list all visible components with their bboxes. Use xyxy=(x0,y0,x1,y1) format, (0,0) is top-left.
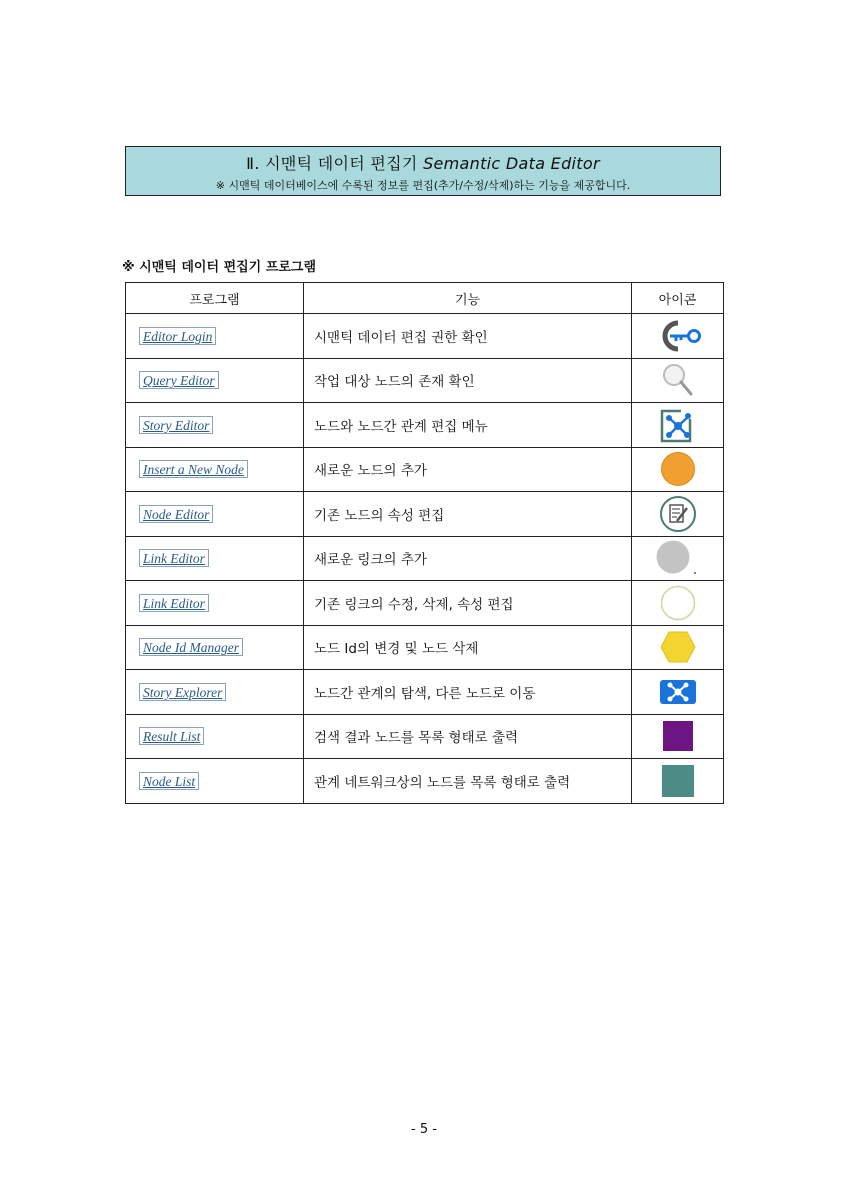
page-number: - 5 - xyxy=(411,1122,437,1137)
page-subtitle: ※ 시맨틱 데이터베이스에 수록된 정보를 편집(추가/수정/삭제)하는 기능을 제공합니다. xyxy=(215,179,631,192)
program-link-story-editor[interactable]: Story Editor xyxy=(139,416,213,434)
program-link-insert-new-node[interactable]: Insert a New Node xyxy=(139,460,248,478)
function-cell: 새로운 노드의 추가 xyxy=(304,447,632,492)
key-icon xyxy=(654,317,702,355)
program-link-link-editor-new[interactable]: Link Editor xyxy=(139,549,209,567)
function-cell: 노드간 관계의 탐색, 다른 노드로 이동 xyxy=(304,670,632,715)
table-row xyxy=(126,358,724,403)
table-row xyxy=(126,714,724,759)
function-cell: 검색 결과 노드를 목록 형태로 출력 xyxy=(304,714,632,759)
table-row xyxy=(126,447,724,492)
program-link-editor-login[interactable]: Editor Login xyxy=(139,327,216,345)
table-row xyxy=(126,403,724,448)
program-link-node-id-manager[interactable]: Node Id Manager xyxy=(139,638,243,656)
program-link-story-explorer[interactable]: Story Explorer xyxy=(139,683,226,701)
function-cell: 작업 대상 노드의 존재 확인 xyxy=(304,358,632,403)
program-link-query-editor[interactable]: Query Editor xyxy=(139,371,219,389)
header-icon: 아이콘 xyxy=(632,283,724,314)
page-title xyxy=(126,151,720,174)
function-cell: 기존 링크의 수정, 삭제, 속성 편집 xyxy=(304,581,632,626)
orange-circle-icon xyxy=(659,450,697,488)
program-link-node-list[interactable]: Node List xyxy=(139,772,199,790)
purple-square-icon xyxy=(661,719,695,753)
gray-circle-icon xyxy=(655,539,701,577)
program-link-link-editor-existing[interactable]: Link Editor xyxy=(139,594,209,612)
function-cell: 관계 네트워크상의 노드를 목록 형태로 출력 xyxy=(304,759,632,804)
table-row xyxy=(126,759,724,804)
table-row xyxy=(126,625,724,670)
header-program: 프로그램 xyxy=(126,283,304,314)
function-cell: 기존 노드의 속성 편집 xyxy=(304,492,632,537)
title-korean: 시맨틱 데이터 편집기 xyxy=(265,154,418,173)
function-cell: 새로운 링크의 추가 xyxy=(304,536,632,581)
network-explore-icon xyxy=(659,677,697,707)
network-edit-icon xyxy=(659,406,697,444)
title-english: Semantic Data Editor xyxy=(423,154,600,173)
title-box xyxy=(125,146,721,196)
function-cell: 노드와 노드간 관계 편집 메뉴 xyxy=(304,403,632,448)
program-link-node-editor[interactable]: Node Editor xyxy=(139,505,213,523)
title-numeral: Ⅱ. xyxy=(246,154,260,173)
magnifier-icon xyxy=(659,361,697,399)
table-row xyxy=(126,314,724,359)
program-link-result-list[interactable]: Result List xyxy=(139,727,204,745)
section-heading: ※ 시맨틱 데이터 편집기 프로그램 xyxy=(122,260,316,275)
function-cell: 시맨틱 데이터 편집 권한 확인 xyxy=(304,314,632,359)
yellow-hexagon-icon xyxy=(659,628,697,666)
table-row xyxy=(126,536,724,581)
edit-note-icon xyxy=(659,495,697,533)
outline-circle-icon xyxy=(659,584,697,622)
table-row xyxy=(126,581,724,626)
header-function: 기능 xyxy=(304,283,632,314)
table-row xyxy=(126,492,724,537)
program-table xyxy=(125,282,724,804)
table-header-row xyxy=(126,283,724,314)
table-row xyxy=(126,670,724,715)
teal-square-icon xyxy=(660,763,696,799)
function-cell: 노드 Id의 변경 및 노드 삭제 xyxy=(304,625,632,670)
